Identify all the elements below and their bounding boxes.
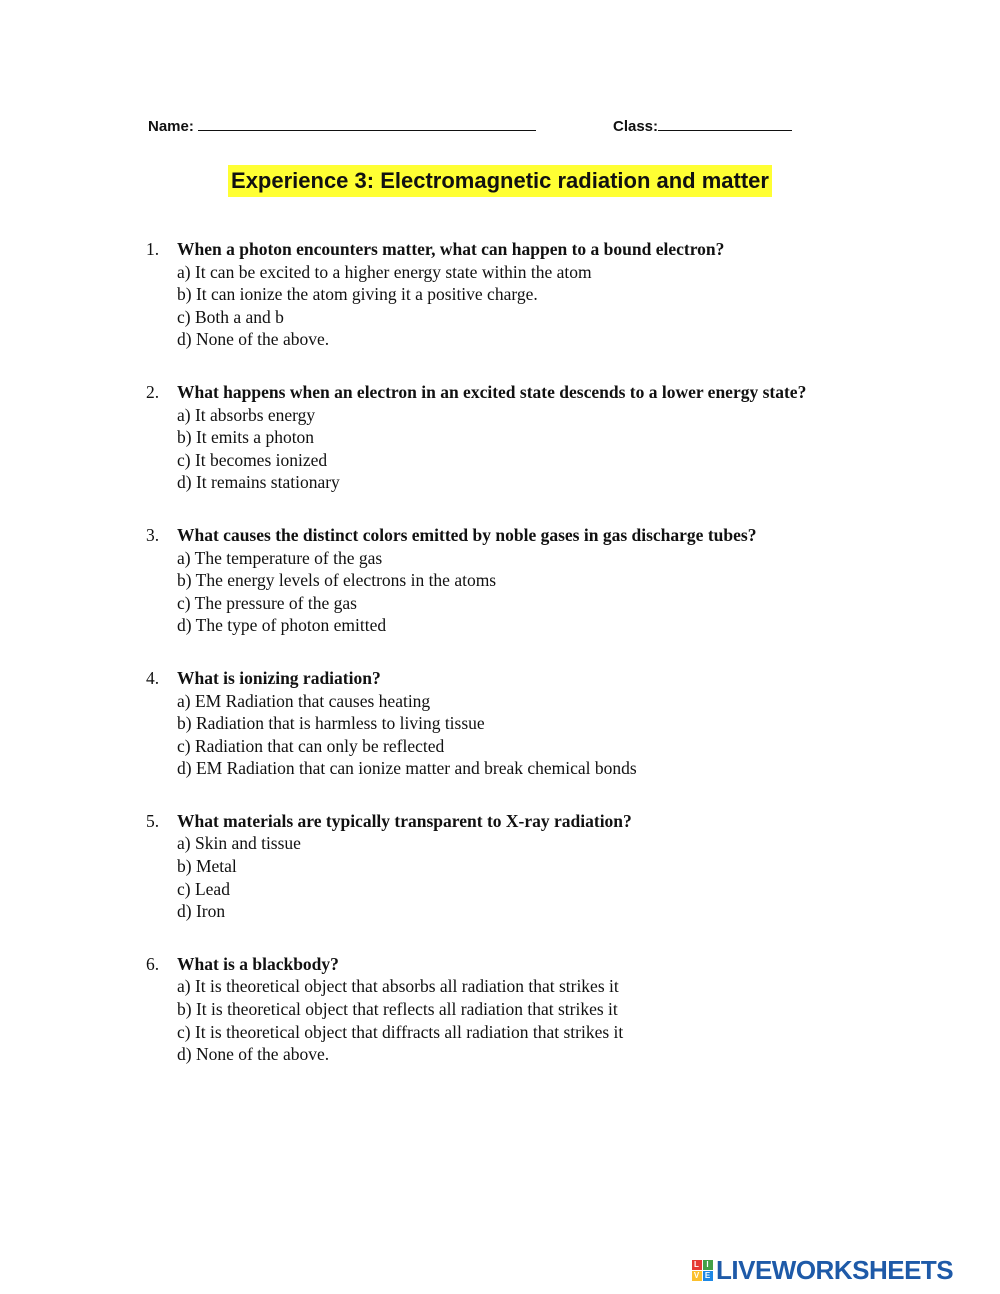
question-number: 1. xyxy=(146,239,160,259)
question-number: 2. xyxy=(146,381,160,402)
class-label: Class: xyxy=(613,118,659,135)
logo-mark-letter: E xyxy=(703,1271,713,1281)
answer-option[interactable]: a) It can be excited to a higher energy state within the atom xyxy=(177,261,592,282)
logo-mark-letter: V xyxy=(692,1271,702,1281)
answer-option[interactable]: c) It is theoretical object that diffracts all radiation that strikes it xyxy=(177,1021,624,1042)
answer-option[interactable]: d) The type of photon emitted xyxy=(177,615,387,636)
question-text: What causes the distinct colors emitted by noble gases in gas discharge tubes? xyxy=(177,524,757,545)
answer-option[interactable]: b) It can ionize the atom giving it a positive charge. xyxy=(177,284,538,305)
answer-option[interactable]: a) It is theoretical object that absorbs all radiation that strikes it xyxy=(177,976,619,997)
question-2 xyxy=(146,381,946,494)
answer-option[interactable]: c) Both a and b xyxy=(177,306,284,327)
question-text: What is a blackbody? xyxy=(177,953,339,974)
question-number: 5. xyxy=(146,810,160,831)
answer-option[interactable]: c) Lead xyxy=(177,878,230,899)
name-label: Name: xyxy=(148,118,194,135)
question-5 xyxy=(146,810,946,923)
worksheet-title: Experience 3: Electromagnetic radiation and matter xyxy=(228,165,772,197)
answer-option[interactable]: d) It remains stationary xyxy=(177,472,340,493)
logo-text: LIVEWORKSHEETS xyxy=(716,1254,954,1285)
logo-mark-letter: I xyxy=(703,1260,713,1270)
answer-option[interactable]: a) The temperature of the gas xyxy=(177,547,383,568)
name-input-line[interactable] xyxy=(198,116,536,131)
liveworksheets-logo xyxy=(691,1255,991,1285)
name-field xyxy=(148,116,536,135)
logo-mark-letter: L xyxy=(692,1260,702,1270)
worksheet-header xyxy=(148,116,848,142)
answer-option[interactable]: a) EM Radiation that causes heating xyxy=(177,690,431,711)
question-text: What happens when an electron in an excited state descends to a lower energy state? xyxy=(177,381,807,402)
title-container xyxy=(0,165,1000,197)
question-4 xyxy=(146,667,946,780)
question-list xyxy=(146,238,946,1096)
answer-option[interactable]: a) Skin and tissue xyxy=(177,833,301,854)
answer-option[interactable]: a) It absorbs energy xyxy=(177,404,316,425)
answer-option[interactable]: d) None of the above. xyxy=(177,1044,330,1065)
question-6 xyxy=(146,953,946,1066)
question-text: What is ionizing radiation? xyxy=(177,667,381,688)
answer-option[interactable]: b) Radiation that is harmless to living tissue xyxy=(177,713,485,734)
question-number: 3. xyxy=(146,524,160,545)
answer-option[interactable]: c) Radiation that can only be reflected xyxy=(177,735,445,756)
answer-option[interactable]: c) The pressure of the gas xyxy=(177,592,357,613)
question-text: What materials are typically transparent to X-ray radiation? xyxy=(177,810,632,831)
answer-option[interactable]: d) EM Radiation that can ionize matter and break chemical bonds xyxy=(177,758,637,779)
answer-option[interactable]: d) Iron xyxy=(177,901,226,922)
answer-option[interactable]: c) It becomes ionized xyxy=(177,449,328,470)
answer-option[interactable]: b) It emits a photon xyxy=(177,427,315,448)
logo-mark-icon xyxy=(691,1259,713,1281)
answer-option[interactable]: d) None of the above. xyxy=(177,329,330,350)
class-field xyxy=(613,116,792,135)
question-text: When a photon encounters matter, what can happen to a bound electron? xyxy=(177,239,725,259)
answer-option[interactable]: b) Metal xyxy=(177,856,237,877)
answer-option[interactable]: b) It is theoretical object that reflects all radiation that strikes it xyxy=(177,999,618,1020)
class-input-line[interactable] xyxy=(658,116,792,131)
question-3 xyxy=(146,524,946,637)
answer-option[interactable]: b) The energy levels of electrons in the atoms xyxy=(177,570,497,591)
question-number: 6. xyxy=(146,953,160,974)
question-1 xyxy=(146,238,946,351)
question-number: 4. xyxy=(146,667,160,688)
